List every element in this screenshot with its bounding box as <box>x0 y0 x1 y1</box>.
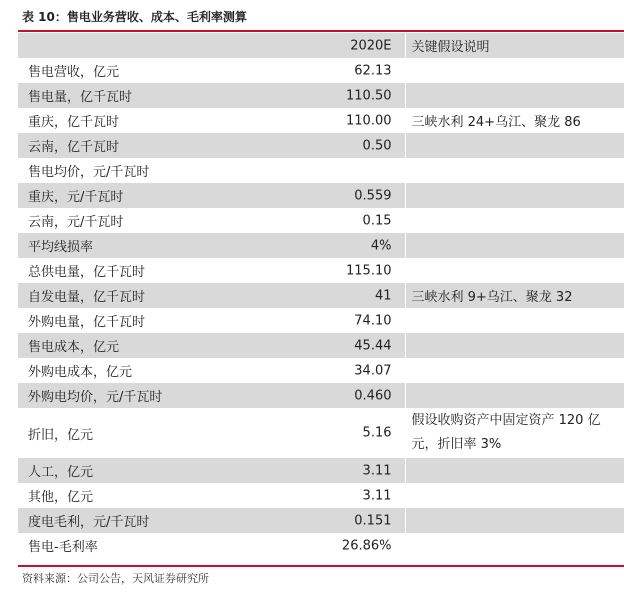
row-label: 重庆，元/千瓦时 <box>28 190 124 205</box>
row-value: 0.151 <box>354 513 392 528</box>
table-row <box>18 258 624 283</box>
row-note <box>405 458 624 483</box>
table-title: 表 10：售电业务营收、成本、毛利率测算 <box>22 10 247 24</box>
row-label: 售电成本，亿元 <box>28 340 120 355</box>
row-label: 云南，元/千瓦时 <box>28 215 124 230</box>
bottom-rule <box>18 565 624 567</box>
row-value: 4% <box>370 238 392 253</box>
header-year: 2020E <box>350 38 392 53</box>
row-note: 假设收购资产中固定资产 120 亿元，折旧率 3% <box>411 413 601 452</box>
row-value: 0.50 <box>362 138 392 153</box>
table-row <box>18 333 624 358</box>
table-row <box>18 208 624 233</box>
row-label: 外购电量，亿千瓦时 <box>28 315 146 330</box>
row-note <box>405 233 624 258</box>
row-value: 0.15 <box>362 213 392 228</box>
sales-revenue-cost-margin-table <box>18 33 624 558</box>
row-note <box>405 308 624 333</box>
row-note <box>405 58 624 83</box>
row-value: 41 <box>374 288 392 303</box>
row-note: 三峡水利 24+乌江、聚龙 86 <box>411 115 581 130</box>
row-note <box>405 208 624 233</box>
row-value: 115.10 <box>346 263 392 278</box>
row-note <box>405 258 624 283</box>
row-note <box>405 83 624 108</box>
row-note <box>405 483 624 508</box>
row-label: 售电均价，元/千瓦时 <box>28 165 150 180</box>
table-row <box>18 108 624 133</box>
table-row <box>18 133 624 158</box>
row-note: 三峡水利 9+乌江、聚龙 32 <box>405 283 624 308</box>
row-value: 5.16 <box>362 425 392 441</box>
row-label: 云南，亿千瓦时 <box>28 140 120 155</box>
row-note <box>405 333 624 358</box>
top-rule <box>18 30 624 32</box>
table-row <box>18 458 624 483</box>
row-label: 总供电量，亿千瓦时 <box>28 265 146 280</box>
row-label: 自发电量，亿千瓦时 <box>28 290 146 305</box>
source-note: 资料来源：公司公告，天风证券研究所 <box>22 572 209 585</box>
row-note <box>405 508 624 533</box>
row-value: 74.10 <box>354 313 392 328</box>
row-note <box>405 533 624 558</box>
row-label: 度电毛利，元/千瓦时 <box>28 515 150 530</box>
row-note <box>405 158 624 183</box>
header-note: 关键假设说明 <box>405 33 624 58</box>
row-label: 售电营收，亿元 <box>28 65 120 80</box>
header-item-cell <box>18 33 405 58</box>
table-row <box>18 383 624 408</box>
table-row <box>18 483 624 508</box>
table-row <box>18 233 624 258</box>
row-label: 人工，亿元 <box>28 465 94 480</box>
table-row <box>18 533 624 558</box>
row-label: 外购电成本，亿元 <box>28 365 133 380</box>
row-value: 45.44 <box>354 338 392 353</box>
row-label: 折旧，亿元 <box>28 427 94 443</box>
row-value: 34.07 <box>354 363 392 378</box>
row-value: 0.559 <box>354 188 392 203</box>
table-row <box>18 358 624 383</box>
table-row <box>18 283 624 308</box>
table-row <box>18 83 624 108</box>
table-row <box>18 408 624 458</box>
table-row <box>18 183 624 208</box>
row-note <box>405 183 624 208</box>
row-note <box>405 358 624 383</box>
row-label: 重庆，亿千瓦时 <box>28 115 120 130</box>
row-label: 外购电均价，元/千瓦时 <box>28 390 163 405</box>
row-label: 售电量，亿千瓦时 <box>28 90 133 105</box>
row-value: 110.00 <box>346 113 392 128</box>
row-value: 26.86% <box>341 538 392 553</box>
row-value: 3.11 <box>362 463 392 478</box>
row-value: 3.11 <box>362 488 392 503</box>
table-row <box>18 58 624 83</box>
table-row <box>18 158 624 183</box>
table-header-row <box>18 33 624 58</box>
row-value: 0.460 <box>354 388 392 403</box>
row-label: 平均线损率 <box>28 240 94 255</box>
row-value: 110.50 <box>346 88 392 103</box>
table-row <box>18 508 624 533</box>
row-label: 售电-毛利率 <box>28 540 98 555</box>
row-value: 62.13 <box>354 63 392 78</box>
row-note <box>405 383 624 408</box>
row-note <box>405 133 624 158</box>
row-label: 其他，亿元 <box>28 490 94 505</box>
table-row <box>18 308 624 333</box>
